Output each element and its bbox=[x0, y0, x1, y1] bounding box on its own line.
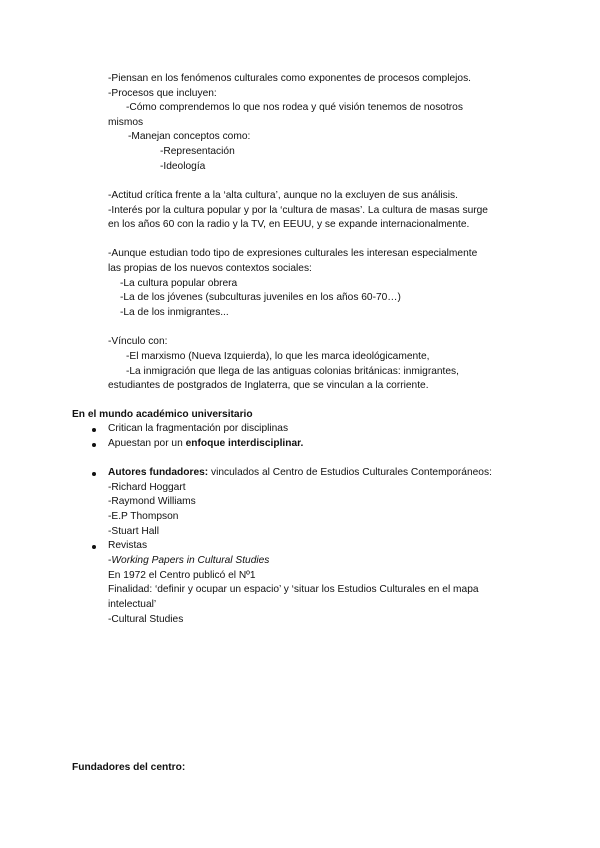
text-line: estudiantes de postgrados de Inglaterra, que se vinculan a la corriente. bbox=[108, 380, 429, 391]
journal-dash: - bbox=[108, 555, 112, 566]
text-line: En 1972 el Centro publicó el Nº1 bbox=[108, 570, 256, 581]
bullet-emphasis: Autores fundadores: bbox=[108, 467, 209, 478]
bullet-text: Apuestan por un bbox=[108, 438, 186, 449]
text-line: -Aunque estudian todo tipo de expresiones culturales les interesan especialmente bbox=[108, 248, 478, 259]
text-line: -Vínculo con: bbox=[108, 336, 168, 347]
section-heading: En el mundo académico universitario bbox=[72, 409, 253, 420]
bullet-icon bbox=[92, 443, 96, 447]
bullet-icon bbox=[92, 545, 96, 549]
text-line: en los años 60 con la radio y la TV, en EEUU, y se expande internacionalmente. bbox=[108, 219, 470, 230]
text-line: -El marxismo (Nueva Izquierda), lo que les marca ideológicamente, bbox=[126, 351, 430, 362]
bullet-item: Critican la fragmentación por disciplinas bbox=[108, 423, 289, 434]
text-line: Finalidad: ‘definir y ocupar un espacio’ y ‘situar los Estudios Culturales en el mapa bbox=[108, 584, 479, 595]
text-line: -Cómo comprendemos lo que nos rodea y qué visión tenemos de nosotros bbox=[126, 102, 463, 113]
bullet-item: Revistas bbox=[108, 540, 148, 551]
bullet-icon bbox=[92, 428, 96, 432]
journal-item bbox=[108, 555, 269, 567]
text-line: -La de los jóvenes (subculturas juveniles en los años 60-70…) bbox=[120, 292, 401, 303]
text-line: las propias de los nuevos contextos sociales: bbox=[108, 263, 312, 274]
text-line: intelectual’ bbox=[108, 599, 157, 610]
text-line: -Actitud crítica frente a la ‘alta cultura’, aunque no la excluyen de sus análisis. bbox=[108, 190, 458, 201]
bullet-emphasis: enfoque interdisciplinar. bbox=[185, 438, 304, 449]
bullet-item bbox=[108, 438, 303, 450]
author-item: -Raymond Williams bbox=[108, 496, 196, 507]
text-line: -La inmigración que llega de las antiguas colonias británicas: inmigrantes, bbox=[126, 366, 459, 377]
text-line: -Manejan conceptos como: bbox=[128, 131, 251, 142]
bullet-text: vinculados al Centro de Estudios Culturales Contemporáneos: bbox=[208, 467, 492, 478]
bullet-icon bbox=[92, 472, 96, 476]
text-line: -La de los inmigrantes... bbox=[120, 307, 229, 318]
text-line: -Ideología bbox=[160, 161, 206, 172]
text-line: mismos bbox=[108, 117, 144, 128]
journal-item: -Cultural Studies bbox=[108, 614, 184, 625]
text-line: -Representación bbox=[160, 146, 235, 157]
bullet-item bbox=[108, 467, 492, 479]
text-line: -Piensan en los fenómenos culturales como exponentes de procesos complejos. bbox=[108, 73, 471, 84]
section-heading: Fundadores del centro: bbox=[72, 762, 186, 773]
author-item: -E.P Thompson bbox=[108, 511, 179, 522]
text-line: -Procesos que incluyen: bbox=[108, 88, 217, 99]
journal-title: Working Papers in Cultural Studies bbox=[111, 555, 270, 566]
text-line: -Interés por la cultura popular y por la ‘cultura de masas’. La cultura de masas surge bbox=[108, 205, 488, 216]
author-item: -Richard Hoggart bbox=[108, 482, 186, 493]
author-item: -Stuart Hall bbox=[108, 526, 159, 537]
text-line: -La cultura popular obrera bbox=[120, 278, 238, 289]
